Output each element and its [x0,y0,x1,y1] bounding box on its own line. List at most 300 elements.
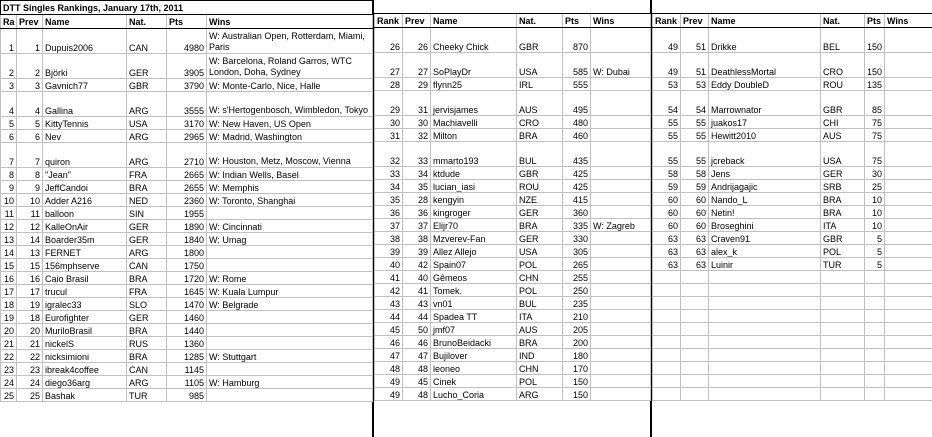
cell-name[interactable]: MuriloBrasil [43,324,127,337]
cell-name[interactable]: Spain07 [431,258,517,271]
cell-nat[interactable]: BRA [127,181,167,194]
cell-prev[interactable]: 63 [681,245,709,258]
cell-nat[interactable]: ITA [517,310,563,323]
cell-wins[interactable] [207,324,373,337]
cell-pts[interactable]: 1720 [167,272,207,285]
cell-prev[interactable]: 18 [17,311,43,324]
cell-prev[interactable]: 60 [681,219,709,232]
cell-rank[interactable]: 59 [653,180,681,193]
cell-rank[interactable]: 7 [1,143,17,168]
cell-prev[interactable]: 59 [681,180,709,193]
empty-cell[interactable] [681,375,709,388]
cell-name[interactable]: Gallina [43,92,127,117]
cell-pts[interactable]: 10 [865,219,885,232]
cell-prev[interactable]: 33 [403,142,431,167]
empty-cell[interactable] [681,323,709,336]
cell-name[interactable]: Machiavelli [431,116,517,129]
cell-wins[interactable] [591,78,651,91]
cell-rank[interactable]: 2 [1,54,17,79]
cell-rank[interactable]: 45 [375,323,403,336]
cell-pts[interactable]: 1440 [167,324,207,337]
cell-rank[interactable]: 28 [375,78,403,91]
cell-name[interactable]: Spadea TT [431,310,517,323]
cell-wins[interactable] [885,142,932,167]
header-rank[interactable]: Ra [1,15,17,29]
cell-name[interactable]: leoneo [431,362,517,375]
cell-wins[interactable]: W: Cincinnati [207,220,373,233]
cell-pts[interactable]: 585 [563,53,591,78]
header-nat[interactable]: Nat. [127,15,167,29]
cell-rank[interactable]: 49 [375,388,403,401]
cell-nat[interactable]: ARG [127,376,167,389]
cell-wins[interactable] [591,297,651,310]
cell-name[interactable]: JeffCandoi [43,181,127,194]
cell-name[interactable]: diego36arg [43,376,127,389]
cell-rank[interactable]: 55 [653,142,681,167]
cell-name[interactable]: 156mphserve [43,259,127,272]
cell-nat[interactable]: SIN [127,207,167,220]
cell-name[interactable]: mmarto193 [431,142,517,167]
cell-rank[interactable]: 4 [1,92,17,117]
cell-wins[interactable]: W: Belgrade [207,298,373,311]
cell-rank[interactable]: 25 [1,389,17,402]
cell-rank[interactable]: 31 [375,129,403,142]
cell-nat[interactable]: POL [821,245,865,258]
cell-wins[interactable]: W: Rome [207,272,373,285]
cell-rank[interactable]: 5 [1,117,17,130]
cell-prev[interactable]: 60 [681,193,709,206]
cell-name[interactable]: Lucho_Coria [431,388,517,401]
cell-name[interactable]: nicksimioni [43,350,127,363]
cell-prev[interactable]: 53 [681,78,709,91]
cell-nat[interactable]: CHN [517,362,563,375]
empty-cell[interactable] [709,284,821,297]
cell-rank[interactable]: 58 [653,167,681,180]
cell-name[interactable]: Milton [431,129,517,142]
cell-pts[interactable]: 75 [865,142,885,167]
cell-name[interactable]: ibreak4coffee [43,363,127,376]
cell-pts[interactable]: 75 [865,116,885,129]
cell-prev[interactable]: 63 [681,232,709,245]
header-nat[interactable]: Nat. [517,14,563,28]
empty-cell[interactable] [821,336,865,349]
cell-name[interactable]: juakos17 [709,116,821,129]
empty-cell[interactable] [653,284,681,297]
cell-nat[interactable]: SRB [821,180,865,193]
empty-cell[interactable] [885,271,932,284]
cell-prev[interactable]: 15 [17,259,43,272]
cell-wins[interactable] [591,336,651,349]
cell-rank[interactable]: 54 [653,91,681,116]
sheet-title[interactable]: DTT Singles Rankings, January 17th, 2011 [1,1,373,15]
cell-name[interactable]: jcreback [709,142,821,167]
cell-wins[interactable] [885,78,932,91]
cell-prev[interactable]: 63 [681,258,709,271]
empty-cell[interactable] [681,362,709,375]
cell-wins[interactable] [885,91,932,116]
cell-name[interactable]: Eddy DoubleD [709,78,821,91]
empty-cell[interactable] [821,349,865,362]
cell-wins[interactable] [591,271,651,284]
cell-wins[interactable] [885,180,932,193]
cell-rank[interactable]: 18 [1,298,17,311]
empty-cell[interactable] [865,349,885,362]
cell-name[interactable]: nickelS [43,337,127,350]
cell-wins[interactable]: W: Houston, Metz, Moscow, Vienna [207,143,373,168]
cell-prev[interactable]: 13 [17,246,43,259]
cell-wins[interactable] [591,349,651,362]
cell-nat[interactable]: USA [517,53,563,78]
cell-rank[interactable]: 8 [1,168,17,181]
cell-rank[interactable]: 60 [653,206,681,219]
cell-name[interactable]: kingroger [431,206,517,219]
cell-pts[interactable]: 360 [563,206,591,219]
empty-cell[interactable] [653,310,681,323]
cell-rank[interactable]: 63 [653,258,681,271]
cell-pts[interactable]: 1470 [167,298,207,311]
cell-name[interactable]: BrunoBeidacki [431,336,517,349]
empty-cell[interactable] [709,336,821,349]
cell-rank[interactable]: 47 [375,349,403,362]
cell-pts[interactable]: 5 [865,258,885,271]
cell-prev[interactable]: 10 [17,194,43,207]
cell-wins[interactable] [885,129,932,142]
cell-prev[interactable]: 45 [403,375,431,388]
cell-wins[interactable] [591,362,651,375]
cell-nat[interactable]: AUS [517,323,563,336]
cell-pts[interactable]: 1360 [167,337,207,350]
empty-cell[interactable] [821,323,865,336]
cell-name[interactable]: balloon [43,207,127,220]
cell-pts[interactable]: 4980 [167,29,207,54]
header-pts[interactable]: Pts [167,15,207,29]
cell-pts[interactable]: 1840 [167,233,207,246]
header-nat[interactable]: Nat. [821,14,865,28]
cell-nat[interactable]: GER [517,206,563,219]
cell-name[interactable]: Nev [43,130,127,143]
cell-pts[interactable]: 5 [865,245,885,258]
cell-name[interactable]: quiron [43,143,127,168]
cell-name[interactable]: Adder A216 [43,194,127,207]
cell-prev[interactable]: 55 [681,142,709,167]
cell-pts[interactable]: 170 [563,362,591,375]
empty-cell[interactable] [709,271,821,284]
cell-nat[interactable]: POL [517,258,563,271]
cell-pts[interactable]: 1105 [167,376,207,389]
cell-wins[interactable] [885,28,932,53]
cell-prev[interactable]: 55 [681,129,709,142]
cell-wins[interactable] [207,246,373,259]
cell-nat[interactable]: AUS [517,91,563,116]
cell-prev[interactable]: 24 [17,376,43,389]
cell-nat[interactable]: BRA [127,272,167,285]
empty-cell[interactable] [885,297,932,310]
empty-cell[interactable] [885,323,932,336]
cell-rank[interactable]: 17 [1,285,17,298]
empty-cell[interactable] [653,362,681,375]
empty-cell[interactable] [681,388,709,401]
empty-cell[interactable] [885,375,932,388]
cell-nat[interactable]: CRO [517,116,563,129]
cell-nat[interactable]: ITA [821,219,865,232]
cell-prev[interactable]: 58 [681,167,709,180]
header-wins[interactable]: Wins [207,15,373,29]
cell-name[interactable]: Eurofighter [43,311,127,324]
cell-name[interactable]: flynn25 [431,78,517,91]
cell-prev[interactable]: 25 [17,389,43,402]
empty-cell[interactable] [653,297,681,310]
cell-rank[interactable]: 1 [1,29,17,54]
cell-prev[interactable]: 23 [17,363,43,376]
cell-prev[interactable]: 27 [403,53,431,78]
cell-name[interactable]: Jens [709,167,821,180]
cell-pts[interactable]: 250 [563,284,591,297]
cell-nat[interactable]: GER [127,233,167,246]
empty-cell[interactable] [709,297,821,310]
cell-pts[interactable]: 415 [563,193,591,206]
cell-name[interactable]: Netin! [709,206,821,219]
cell-name[interactable]: igralec33 [43,298,127,311]
empty-cell[interactable] [709,349,821,362]
cell-name[interactable]: Dupuis2006 [43,29,127,54]
cell-pts[interactable]: 5 [865,232,885,245]
header-prev[interactable]: Prev [403,14,431,28]
cell-prev[interactable]: 29 [403,78,431,91]
cell-name[interactable]: Caio Brasil [43,272,127,285]
cell-rank[interactable]: 49 [653,28,681,53]
cell-rank[interactable]: 44 [375,310,403,323]
cell-prev[interactable]: 46 [403,336,431,349]
cell-name[interactable]: Drikke [709,28,821,53]
cell-wins[interactable] [207,337,373,350]
cell-pts[interactable]: 2655 [167,181,207,194]
cell-pts[interactable]: 3905 [167,54,207,79]
cell-name[interactable]: Luinir [709,258,821,271]
cell-pts[interactable]: 1800 [167,246,207,259]
cell-prev[interactable]: 20 [17,324,43,337]
cell-nat[interactable]: ROU [517,180,563,193]
cell-name[interactable]: lucian_iasi [431,180,517,193]
cell-wins[interactable] [591,206,651,219]
cell-name[interactable]: jmf07 [431,323,517,336]
cell-nat[interactable]: ARG [127,143,167,168]
cell-rank[interactable]: 22 [1,350,17,363]
cell-nat[interactable]: BUL [517,297,563,310]
empty-cell[interactable] [681,336,709,349]
cell-rank[interactable]: 63 [653,232,681,245]
cell-prev[interactable]: 38 [403,232,431,245]
empty-cell[interactable] [885,336,932,349]
cell-pts[interactable]: 2965 [167,130,207,143]
cell-prev[interactable]: 35 [403,180,431,193]
cell-prev[interactable]: 4 [17,92,43,117]
cell-name[interactable]: Boarder35m [43,233,127,246]
header-name[interactable]: Name [431,14,517,28]
cell-nat[interactable]: CAN [127,363,167,376]
empty-cell[interactable] [681,297,709,310]
cell-nat[interactable]: BRA [517,336,563,349]
cell-pts[interactable]: 460 [563,129,591,142]
cell-wins[interactable] [885,232,932,245]
cell-prev[interactable]: 31 [403,91,431,116]
cell-rank[interactable]: 53 [653,78,681,91]
cell-wins[interactable]: W: Memphis [207,181,373,194]
cell-nat[interactable]: ARG [517,388,563,401]
header-prev[interactable]: Prev [681,14,709,28]
empty-cell[interactable] [865,297,885,310]
cell-name[interactable]: Allez Allejo [431,245,517,258]
cell-nat[interactable]: CHI [821,116,865,129]
cell-wins[interactable]: W: s'Hertogenbosch, Wimbledon, Tokyo [207,92,373,117]
empty-cell[interactable] [709,310,821,323]
empty-cell[interactable] [821,271,865,284]
cell-nat[interactable]: BUL [517,142,563,167]
cell-rank[interactable]: 14 [1,246,17,259]
empty-cell[interactable] [709,375,821,388]
cell-name[interactable]: alex_k [709,245,821,258]
cell-rank[interactable]: 20 [1,324,17,337]
cell-pts[interactable]: 1645 [167,285,207,298]
cell-pts[interactable]: 480 [563,116,591,129]
empty-cell[interactable] [709,388,821,401]
cell-prev[interactable]: 36 [403,206,431,219]
cell-rank[interactable]: 21 [1,337,17,350]
cell-nat[interactable]: GBR [821,91,865,116]
cell-name[interactable]: Bujilover [431,349,517,362]
cell-wins[interactable] [885,53,932,78]
cell-nat[interactable]: FRA [127,285,167,298]
cell-rank[interactable]: 36 [375,206,403,219]
cell-prev[interactable]: 47 [403,349,431,362]
cell-nat[interactable]: ARG [127,130,167,143]
cell-prev[interactable]: 28 [403,193,431,206]
cell-rank[interactable]: 35 [375,193,403,206]
cell-prev[interactable]: 21 [17,337,43,350]
cell-name[interactable]: Tomek. [431,284,517,297]
empty-cell[interactable] [821,297,865,310]
cell-wins[interactable]: W: Barcelona, Roland Garros, WTC London, Doha, Sydney [207,54,373,79]
cell-prev[interactable]: 55 [681,116,709,129]
cell-nat[interactable]: NZE [517,193,563,206]
cell-pts[interactable]: 425 [563,180,591,193]
cell-prev[interactable]: 42 [403,258,431,271]
cell-nat[interactable]: USA [127,117,167,130]
cell-name[interactable]: trucul [43,285,127,298]
empty-cell[interactable] [653,271,681,284]
cell-rank[interactable]: 32 [375,142,403,167]
cell-prev[interactable]: 51 [681,28,709,53]
cell-pts[interactable]: 10 [865,206,885,219]
cell-rank[interactable]: 40 [375,258,403,271]
cell-wins[interactable] [591,193,651,206]
blank-cell[interactable] [653,0,932,14]
cell-rank[interactable]: 23 [1,363,17,376]
cell-prev[interactable]: 6 [17,130,43,143]
cell-nat[interactable]: RUS [127,337,167,350]
cell-wins[interactable] [591,167,651,180]
cell-wins[interactable] [207,311,373,324]
cell-name[interactable]: KittyTennis [43,117,127,130]
cell-wins[interactable] [207,389,373,402]
cell-prev[interactable]: 3 [17,79,43,92]
cell-pts[interactable]: 1955 [167,207,207,220]
cell-name[interactable]: SoPlayDr [431,53,517,78]
cell-wins[interactable] [885,245,932,258]
cell-nat[interactable]: NED [127,194,167,207]
empty-cell[interactable] [681,349,709,362]
cell-pts[interactable]: 3555 [167,92,207,117]
cell-pts[interactable]: 150 [865,28,885,53]
cell-prev[interactable]: 1 [17,29,43,54]
cell-wins[interactable] [591,180,651,193]
cell-nat[interactable]: GER [821,167,865,180]
cell-nat[interactable]: BRA [127,324,167,337]
empty-cell[interactable] [865,388,885,401]
cell-pts[interactable]: 75 [865,129,885,142]
cell-nat[interactable]: POL [517,284,563,297]
cell-nat[interactable]: BRA [821,206,865,219]
cell-pts[interactable]: 25 [865,180,885,193]
header-name[interactable]: Name [43,15,127,29]
cell-name[interactable]: Nando_L [709,193,821,206]
cell-prev[interactable]: 51 [681,53,709,78]
cell-rank[interactable]: 29 [375,91,403,116]
cell-pts[interactable]: 135 [865,78,885,91]
cell-pts[interactable]: 1750 [167,259,207,272]
cell-prev[interactable]: 22 [17,350,43,363]
cell-nat[interactable]: GER [127,54,167,79]
header-wins[interactable]: Wins [591,14,651,28]
cell-wins[interactable] [591,388,651,401]
cell-name[interactable]: Elijr70 [431,219,517,232]
cell-rank[interactable]: 19 [1,311,17,324]
cell-wins[interactable] [591,116,651,129]
header-rank[interactable]: Rank [653,14,681,28]
cell-name[interactable]: Marrownator [709,91,821,116]
cell-prev[interactable]: 54 [681,91,709,116]
header-pts[interactable]: Pts [865,14,885,28]
cell-prev[interactable]: 5 [17,117,43,130]
cell-pts[interactable]: 985 [167,389,207,402]
cell-wins[interactable] [885,258,932,271]
empty-cell[interactable] [865,362,885,375]
cell-wins[interactable] [885,116,932,129]
cell-rank[interactable]: 43 [375,297,403,310]
cell-prev[interactable]: 8 [17,168,43,181]
cell-prev[interactable]: 37 [403,219,431,232]
cell-rank[interactable]: 41 [375,271,403,284]
empty-cell[interactable] [865,284,885,297]
empty-cell[interactable] [653,323,681,336]
cell-name[interactable]: Hewitt2010 [709,129,821,142]
cell-pts[interactable]: 1145 [167,363,207,376]
cell-wins[interactable]: W: Toronto, Shanghai [207,194,373,207]
cell-nat[interactable]: AUS [821,129,865,142]
cell-wins[interactable]: W: Zagreb [591,219,651,232]
cell-nat[interactable]: ARG [127,92,167,117]
cell-nat[interactable]: GBR [821,232,865,245]
cell-nat[interactable]: TUR [821,258,865,271]
cell-rank[interactable]: 3 [1,79,17,92]
cell-pts[interactable]: 150 [563,388,591,401]
header-rank[interactable]: Rank [375,14,403,28]
cell-wins[interactable] [885,193,932,206]
cell-rank[interactable]: 49 [653,53,681,78]
empty-cell[interactable] [865,271,885,284]
cell-nat[interactable]: GER [517,232,563,245]
empty-cell[interactable] [709,323,821,336]
cell-pts[interactable]: 1890 [167,220,207,233]
